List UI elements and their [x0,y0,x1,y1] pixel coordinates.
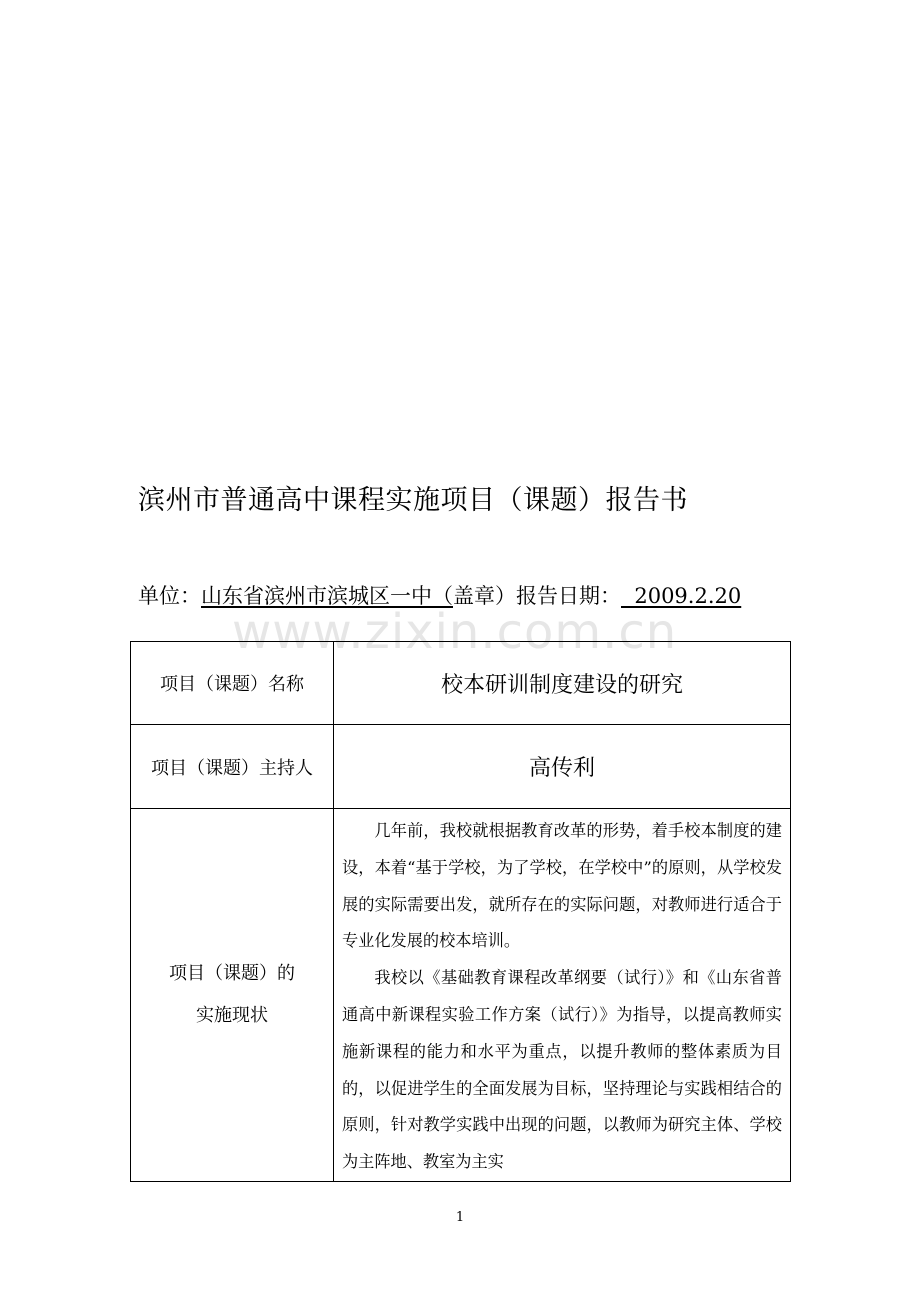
unit-name: 山东省滨州市滨城区一中（ [201,584,453,608]
project-name-label: 项目（课题）名称 [131,642,334,725]
watermark: www.zixin.com.cn [232,604,678,660]
stamp-and-date-label: 盖章）报告日期： [453,584,621,608]
status-label-line2: 实施现状 [196,1004,268,1026]
status-label [131,809,334,1182]
table-row-status [131,809,791,1182]
status-paragraph-1: 几年前，我校就根据教育改革的形势，着手校本制度的建设，本着“基于学校，为了学校，在学校中”的原则，从学校发展的实际需要出发，就所存在的实际问题，对教师进行适合于专业化发展的校本培训。 [342,821,782,951]
table-row-project-host [131,725,791,809]
report-date: 2009.2.20 [621,584,742,608]
project-host-label: 项目（课题）主持人 [131,725,334,809]
report-table [130,641,791,1182]
status-label-line1: 项目（课题）的 [169,962,295,984]
page-number: 1 [455,1210,465,1225]
project-name-value: 校本研训制度建设的研究 [334,642,791,725]
project-host-value: 高传利 [334,725,791,809]
status-paragraph-2: 我校以《基础教育课程改革纲要（试行）》和《山东省普通高中新课程实验工作方案（试行）》为指导，以提高教师实施新课程的能力和水平为重点，以提升教师的整体素质为目的，以促进学生的全面发展为目标，坚持理论与实践相结合的原则，针对教学实践中出现的问题，以教师为研究主体、学校为主阵地、教室为主实 [342,968,782,1172]
unit-label: 单位： [138,584,201,608]
document-title: 滨州市普通高中课程实施项目（课题）报告书 [138,485,688,516]
table-row-project-name [131,642,791,725]
status-content [334,809,791,1182]
